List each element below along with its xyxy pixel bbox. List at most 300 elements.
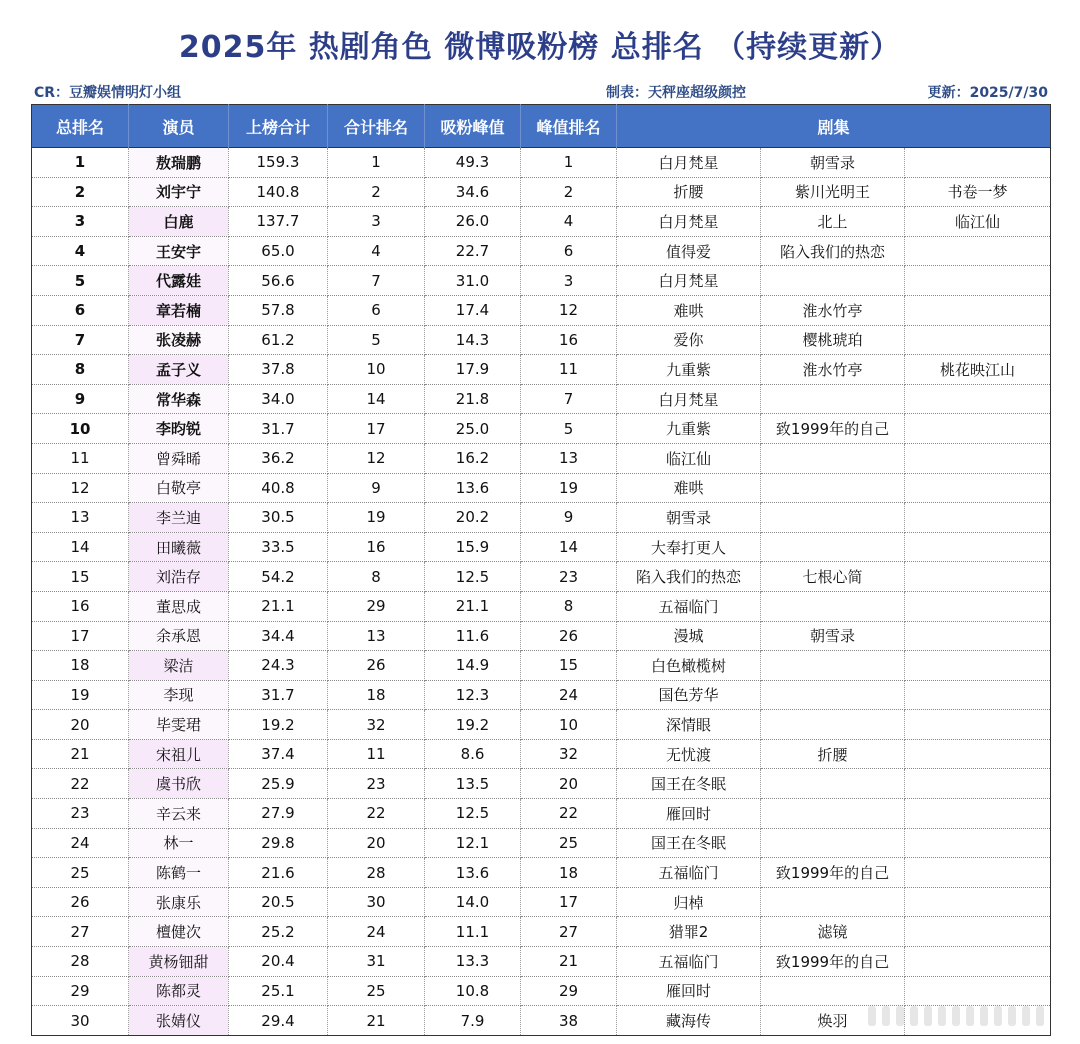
drama-1-cell: 九重紫 bbox=[617, 355, 761, 385]
table-row bbox=[32, 148, 1051, 178]
score-rank-cell: 14 bbox=[328, 384, 425, 414]
drama-1-cell: 朝雪录 bbox=[617, 503, 761, 533]
drama-1-cell: 五福临门 bbox=[617, 858, 761, 888]
table-row bbox=[32, 562, 1051, 592]
drama-2-cell: 朝雪录 bbox=[761, 621, 905, 651]
peak-cell: 12.5 bbox=[425, 799, 521, 829]
peak-rank-cell: 6 bbox=[521, 236, 617, 266]
peak-cell: 10.8 bbox=[425, 976, 521, 1006]
total-score-cell: 31.7 bbox=[229, 414, 328, 444]
drama-1-cell: 临江仙 bbox=[617, 443, 761, 473]
drama-1-cell: 九重紫 bbox=[617, 414, 761, 444]
table-row bbox=[32, 917, 1051, 947]
watermark-overlay bbox=[868, 1004, 1058, 1028]
score-rank-cell: 2 bbox=[328, 177, 425, 207]
actor-cell: 李兰迪 bbox=[129, 503, 229, 533]
drama-1-cell: 爱你 bbox=[617, 325, 761, 355]
rank-cell: 11 bbox=[32, 443, 129, 473]
score-rank-cell: 23 bbox=[328, 769, 425, 799]
credit-label: CR： bbox=[34, 85, 70, 101]
actor-cell: 白鹿 bbox=[129, 207, 229, 237]
drama-1-cell: 猎罪2 bbox=[617, 917, 761, 947]
peak-cell: 7.9 bbox=[425, 1006, 521, 1036]
rank-cell: 20 bbox=[32, 710, 129, 740]
score-rank-cell: 13 bbox=[328, 621, 425, 651]
drama-1-cell: 难哄 bbox=[617, 295, 761, 325]
credit-value: 豆瓣娱情明灯小组 bbox=[69, 85, 182, 101]
maker-value: 天秤座超级颜控 bbox=[648, 85, 746, 101]
total-score-cell: 33.5 bbox=[229, 532, 328, 562]
score-rank-cell: 4 bbox=[328, 236, 425, 266]
peak-rank-cell: 32 bbox=[521, 739, 617, 769]
rank-cell: 6 bbox=[32, 295, 129, 325]
peak-cell: 22.7 bbox=[425, 236, 521, 266]
actor-cell: 王安宇 bbox=[129, 236, 229, 266]
peak-cell: 14.3 bbox=[425, 325, 521, 355]
table-maker bbox=[606, 82, 746, 102]
total-score-cell: 30.5 bbox=[229, 503, 328, 533]
drama-1-cell: 白月梵星 bbox=[617, 148, 761, 178]
drama-1-cell: 五福临门 bbox=[617, 947, 761, 977]
rank-cell: 18 bbox=[32, 651, 129, 681]
drama-1-cell: 大奉打更人 bbox=[617, 532, 761, 562]
table-row bbox=[32, 266, 1051, 296]
total-score-cell: 20.4 bbox=[229, 947, 328, 977]
peak-cell: 14.0 bbox=[425, 887, 521, 917]
actor-cell: 陈鹤一 bbox=[129, 858, 229, 888]
total-score-cell: 31.7 bbox=[229, 680, 328, 710]
table-row bbox=[32, 355, 1051, 385]
peak-cell: 21.8 bbox=[425, 384, 521, 414]
drama-1-cell: 折腰 bbox=[617, 177, 761, 207]
header-peak-rank: 峰值排名 bbox=[521, 105, 617, 148]
drama-3-cell bbox=[905, 680, 1051, 710]
update-date bbox=[928, 82, 1048, 102]
peak-cell: 11.1 bbox=[425, 917, 521, 947]
drama-1-cell: 白月梵星 bbox=[617, 266, 761, 296]
drama-3-cell bbox=[905, 739, 1051, 769]
updated-label: 更新： bbox=[927, 85, 970, 101]
rank-cell: 27 bbox=[32, 917, 129, 947]
updated-value: 2025/7/30 bbox=[969, 85, 1048, 101]
table-row bbox=[32, 177, 1051, 207]
peak-rank-cell: 3 bbox=[521, 266, 617, 296]
drama-1-cell: 白月梵星 bbox=[617, 207, 761, 237]
actor-cell: 曾舜晞 bbox=[129, 443, 229, 473]
drama-3-cell bbox=[905, 591, 1051, 621]
peak-rank-cell: 8 bbox=[521, 591, 617, 621]
score-rank-cell: 31 bbox=[328, 947, 425, 977]
score-rank-cell: 7 bbox=[328, 266, 425, 296]
credit-source bbox=[34, 82, 181, 102]
actor-cell: 李现 bbox=[129, 680, 229, 710]
peak-rank-cell: 27 bbox=[521, 917, 617, 947]
drama-2-cell: 淮水竹亭 bbox=[761, 295, 905, 325]
drama-2-cell: 滤镜 bbox=[761, 917, 905, 947]
table-row bbox=[32, 473, 1051, 503]
peak-rank-cell: 22 bbox=[521, 799, 617, 829]
rank-cell: 29 bbox=[32, 976, 129, 1006]
rank-cell: 16 bbox=[32, 591, 129, 621]
total-score-cell: 56.6 bbox=[229, 266, 328, 296]
rank-cell: 15 bbox=[32, 562, 129, 592]
peak-rank-cell: 18 bbox=[521, 858, 617, 888]
total-score-cell: 140.8 bbox=[229, 177, 328, 207]
peak-rank-cell: 7 bbox=[521, 384, 617, 414]
drama-2-cell bbox=[761, 473, 905, 503]
total-score-cell: 54.2 bbox=[229, 562, 328, 592]
drama-3-cell bbox=[905, 473, 1051, 503]
actor-cell: 宋祖儿 bbox=[129, 739, 229, 769]
drama-2-cell bbox=[761, 591, 905, 621]
rank-cell: 13 bbox=[32, 503, 129, 533]
score-rank-cell: 21 bbox=[328, 1006, 425, 1036]
total-score-cell: 29.4 bbox=[229, 1006, 328, 1036]
peak-cell: 12.1 bbox=[425, 828, 521, 858]
drama-2-cell: 折腰 bbox=[761, 739, 905, 769]
peak-cell: 17.9 bbox=[425, 355, 521, 385]
rank-cell: 10 bbox=[32, 414, 129, 444]
peak-rank-cell: 9 bbox=[521, 503, 617, 533]
peak-cell: 19.2 bbox=[425, 710, 521, 740]
drama-2-cell bbox=[761, 443, 905, 473]
drama-1-cell: 漫城 bbox=[617, 621, 761, 651]
total-score-cell: 37.8 bbox=[229, 355, 328, 385]
score-rank-cell: 26 bbox=[328, 651, 425, 681]
actor-cell: 林一 bbox=[129, 828, 229, 858]
peak-cell: 31.0 bbox=[425, 266, 521, 296]
drama-2-cell: 陷入我们的热恋 bbox=[761, 236, 905, 266]
actor-cell: 毕雯珺 bbox=[129, 710, 229, 740]
drama-3-cell bbox=[905, 976, 1051, 1006]
total-score-cell: 57.8 bbox=[229, 295, 328, 325]
peak-cell: 25.0 bbox=[425, 414, 521, 444]
score-rank-cell: 16 bbox=[328, 532, 425, 562]
drama-1-cell: 国色芳华 bbox=[617, 680, 761, 710]
peak-rank-cell: 24 bbox=[521, 680, 617, 710]
score-rank-cell: 28 bbox=[328, 858, 425, 888]
table-row bbox=[32, 739, 1051, 769]
peak-cell: 16.2 bbox=[425, 443, 521, 473]
total-score-cell: 61.2 bbox=[229, 325, 328, 355]
rank-cell: 19 bbox=[32, 680, 129, 710]
table-row bbox=[32, 503, 1051, 533]
peak-cell: 8.6 bbox=[425, 739, 521, 769]
drama-1-cell: 国王在冬眠 bbox=[617, 769, 761, 799]
table-row bbox=[32, 769, 1051, 799]
peak-rank-cell: 15 bbox=[521, 651, 617, 681]
drama-3-cell bbox=[905, 887, 1051, 917]
drama-3-cell bbox=[905, 384, 1051, 414]
rank-cell: 7 bbox=[32, 325, 129, 355]
actor-cell: 张婧仪 bbox=[129, 1006, 229, 1036]
table-row bbox=[32, 325, 1051, 355]
maker-label: 制表： bbox=[606, 85, 648, 101]
score-rank-cell: 22 bbox=[328, 799, 425, 829]
rank-cell: 8 bbox=[32, 355, 129, 385]
peak-cell: 17.4 bbox=[425, 295, 521, 325]
table-row bbox=[32, 976, 1051, 1006]
actor-cell: 田曦薇 bbox=[129, 532, 229, 562]
drama-3-cell bbox=[905, 532, 1051, 562]
header-score-rank: 合计排名 bbox=[328, 105, 425, 148]
table-row bbox=[32, 532, 1051, 562]
total-score-cell: 25.2 bbox=[229, 917, 328, 947]
total-score-cell: 20.5 bbox=[229, 887, 328, 917]
total-score-cell: 40.8 bbox=[229, 473, 328, 503]
drama-1-cell: 难哄 bbox=[617, 473, 761, 503]
peak-rank-cell: 5 bbox=[521, 414, 617, 444]
drama-3-cell: 书卷一梦 bbox=[905, 177, 1051, 207]
rank-cell: 4 bbox=[32, 236, 129, 266]
drama-2-cell: 致1999年的自己 bbox=[761, 858, 905, 888]
score-rank-cell: 1 bbox=[328, 148, 425, 178]
score-rank-cell: 12 bbox=[328, 443, 425, 473]
score-rank-cell: 29 bbox=[328, 591, 425, 621]
total-score-cell: 34.0 bbox=[229, 384, 328, 414]
rank-cell: 1 bbox=[32, 148, 129, 178]
actor-cell: 代露娃 bbox=[129, 266, 229, 296]
table-row bbox=[32, 947, 1051, 977]
rank-cell: 23 bbox=[32, 799, 129, 829]
drama-1-cell: 归棹 bbox=[617, 887, 761, 917]
actor-cell: 辛云来 bbox=[129, 799, 229, 829]
ranking-table bbox=[31, 104, 1051, 1036]
drama-1-cell: 藏海传 bbox=[617, 1006, 761, 1036]
drama-3-cell bbox=[905, 917, 1051, 947]
drama-3-cell bbox=[905, 858, 1051, 888]
peak-rank-cell: 2 bbox=[521, 177, 617, 207]
table-row bbox=[32, 414, 1051, 444]
total-score-cell: 29.8 bbox=[229, 828, 328, 858]
actor-cell: 张康乐 bbox=[129, 887, 229, 917]
table-row bbox=[32, 295, 1051, 325]
actor-cell: 刘浩存 bbox=[129, 562, 229, 592]
actor-cell: 常华森 bbox=[129, 384, 229, 414]
drama-1-cell: 雁回时 bbox=[617, 799, 761, 829]
peak-cell: 26.0 bbox=[425, 207, 521, 237]
actor-cell: 敖瑞鹏 bbox=[129, 148, 229, 178]
peak-rank-cell: 21 bbox=[521, 947, 617, 977]
rank-cell: 12 bbox=[32, 473, 129, 503]
drama-1-cell: 五福临门 bbox=[617, 591, 761, 621]
drama-2-cell: 致1999年的自己 bbox=[761, 947, 905, 977]
peak-rank-cell: 4 bbox=[521, 207, 617, 237]
table-row bbox=[32, 887, 1051, 917]
peak-cell: 20.2 bbox=[425, 503, 521, 533]
peak-cell: 13.5 bbox=[425, 769, 521, 799]
drama-2-cell: 焕羽 bbox=[761, 1006, 905, 1036]
drama-2-cell bbox=[761, 680, 905, 710]
total-score-cell: 65.0 bbox=[229, 236, 328, 266]
drama-3-cell bbox=[905, 710, 1051, 740]
drama-3-cell bbox=[905, 621, 1051, 651]
header-actor: 演员 bbox=[129, 105, 229, 148]
actor-cell: 梁洁 bbox=[129, 651, 229, 681]
rank-cell: 21 bbox=[32, 739, 129, 769]
actor-cell: 刘宇宁 bbox=[129, 177, 229, 207]
drama-2-cell bbox=[761, 799, 905, 829]
drama-3-cell bbox=[905, 414, 1051, 444]
drama-2-cell: 淮水竹亭 bbox=[761, 355, 905, 385]
drama-1-cell: 值得爱 bbox=[617, 236, 761, 266]
peak-cell: 11.6 bbox=[425, 621, 521, 651]
actor-cell: 董思成 bbox=[129, 591, 229, 621]
table-row bbox=[32, 443, 1051, 473]
peak-rank-cell: 26 bbox=[521, 621, 617, 651]
rank-cell: 28 bbox=[32, 947, 129, 977]
table-row bbox=[32, 858, 1051, 888]
table-row bbox=[32, 828, 1051, 858]
drama-3-cell bbox=[905, 828, 1051, 858]
rank-cell: 26 bbox=[32, 887, 129, 917]
rank-cell: 14 bbox=[32, 532, 129, 562]
drama-2-cell bbox=[761, 710, 905, 740]
score-rank-cell: 5 bbox=[328, 325, 425, 355]
peak-cell: 21.1 bbox=[425, 591, 521, 621]
peak-rank-cell: 23 bbox=[521, 562, 617, 592]
actor-cell: 陈都灵 bbox=[129, 976, 229, 1006]
peak-cell: 14.9 bbox=[425, 651, 521, 681]
drama-3-cell bbox=[905, 562, 1051, 592]
drama-3-cell bbox=[905, 443, 1051, 473]
rank-cell: 9 bbox=[32, 384, 129, 414]
table-row bbox=[32, 621, 1051, 651]
drama-2-cell bbox=[761, 266, 905, 296]
peak-cell: 13.3 bbox=[425, 947, 521, 977]
drama-1-cell: 陷入我们的热恋 bbox=[617, 562, 761, 592]
drama-3-cell bbox=[905, 295, 1051, 325]
total-score-cell: 37.4 bbox=[229, 739, 328, 769]
drama-3-cell bbox=[905, 325, 1051, 355]
rank-cell: 3 bbox=[32, 207, 129, 237]
drama-3-cell: 桃花映江山 bbox=[905, 355, 1051, 385]
total-score-cell: 25.1 bbox=[229, 976, 328, 1006]
peak-cell: 12.3 bbox=[425, 680, 521, 710]
actor-cell: 白敬亭 bbox=[129, 473, 229, 503]
table-row bbox=[32, 651, 1051, 681]
drama-2-cell: 朝雪录 bbox=[761, 148, 905, 178]
page-title: 2025年 热剧角色 微博吸粉榜 总排名 （持续更新） bbox=[178, 30, 902, 65]
drama-2-cell: 北上 bbox=[761, 207, 905, 237]
peak-cell: 49.3 bbox=[425, 148, 521, 178]
drama-2-cell bbox=[761, 769, 905, 799]
rank-cell: 24 bbox=[32, 828, 129, 858]
peak-rank-cell: 11 bbox=[521, 355, 617, 385]
score-rank-cell: 8 bbox=[328, 562, 425, 592]
total-score-cell: 25.9 bbox=[229, 769, 328, 799]
table-header-row bbox=[32, 105, 1051, 148]
rank-cell: 22 bbox=[32, 769, 129, 799]
score-rank-cell: 18 bbox=[328, 680, 425, 710]
drama-2-cell: 致1999年的自己 bbox=[761, 414, 905, 444]
peak-rank-cell: 20 bbox=[521, 769, 617, 799]
score-rank-cell: 6 bbox=[328, 295, 425, 325]
peak-cell: 34.6 bbox=[425, 177, 521, 207]
peak-cell: 13.6 bbox=[425, 858, 521, 888]
drama-1-cell: 白月梵星 bbox=[617, 384, 761, 414]
peak-rank-cell: 19 bbox=[521, 473, 617, 503]
score-rank-cell: 17 bbox=[328, 414, 425, 444]
table-row bbox=[32, 710, 1051, 740]
actor-cell: 檀健次 bbox=[129, 917, 229, 947]
total-score-cell: 21.6 bbox=[229, 858, 328, 888]
drama-3-cell bbox=[905, 769, 1051, 799]
actor-cell: 余承恩 bbox=[129, 621, 229, 651]
drama-1-cell: 无忧渡 bbox=[617, 739, 761, 769]
drama-2-cell bbox=[761, 828, 905, 858]
drama-3-cell bbox=[905, 947, 1051, 977]
peak-cell: 15.9 bbox=[425, 532, 521, 562]
drama-3-cell: 临江仙 bbox=[905, 207, 1051, 237]
peak-rank-cell: 12 bbox=[521, 295, 617, 325]
drama-2-cell bbox=[761, 384, 905, 414]
drama-2-cell: 七根心简 bbox=[761, 562, 905, 592]
score-rank-cell: 3 bbox=[328, 207, 425, 237]
drama-3-cell bbox=[905, 503, 1051, 533]
peak-rank-cell: 1 bbox=[521, 148, 617, 178]
score-rank-cell: 10 bbox=[328, 355, 425, 385]
actor-cell: 张凌赫 bbox=[129, 325, 229, 355]
score-rank-cell: 11 bbox=[328, 739, 425, 769]
total-score-cell: 159.3 bbox=[229, 148, 328, 178]
actor-cell: 黄杨钿甜 bbox=[129, 947, 229, 977]
score-rank-cell: 20 bbox=[328, 828, 425, 858]
drama-3-cell bbox=[905, 148, 1051, 178]
table-row bbox=[32, 680, 1051, 710]
table-row bbox=[32, 591, 1051, 621]
rank-cell: 5 bbox=[32, 266, 129, 296]
rank-cell: 2 bbox=[32, 177, 129, 207]
drama-2-cell bbox=[761, 976, 905, 1006]
score-rank-cell: 19 bbox=[328, 503, 425, 533]
drama-3-cell bbox=[905, 651, 1051, 681]
drama-2-cell bbox=[761, 532, 905, 562]
actor-cell: 章若楠 bbox=[129, 295, 229, 325]
total-score-cell: 137.7 bbox=[229, 207, 328, 237]
total-score-cell: 24.3 bbox=[229, 651, 328, 681]
total-score-cell: 21.1 bbox=[229, 591, 328, 621]
table-row bbox=[32, 799, 1051, 829]
peak-rank-cell: 29 bbox=[521, 976, 617, 1006]
total-score-cell: 36.2 bbox=[229, 443, 328, 473]
actor-cell: 虞书欣 bbox=[129, 769, 229, 799]
drama-2-cell bbox=[761, 651, 905, 681]
score-rank-cell: 30 bbox=[328, 887, 425, 917]
drama-1-cell: 白色橄榄树 bbox=[617, 651, 761, 681]
table-row bbox=[32, 207, 1051, 237]
actor-cell: 孟子义 bbox=[129, 355, 229, 385]
header-total-score: 上榜合计 bbox=[229, 105, 328, 148]
rank-cell: 30 bbox=[32, 1006, 129, 1036]
drama-3-cell bbox=[905, 236, 1051, 266]
drama-1-cell: 国王在冬眠 bbox=[617, 828, 761, 858]
score-rank-cell: 32 bbox=[328, 710, 425, 740]
score-rank-cell: 9 bbox=[328, 473, 425, 503]
peak-cell: 13.6 bbox=[425, 473, 521, 503]
drama-3-cell bbox=[905, 799, 1051, 829]
drama-2-cell bbox=[761, 887, 905, 917]
peak-rank-cell: 10 bbox=[521, 710, 617, 740]
peak-rank-cell: 38 bbox=[521, 1006, 617, 1036]
header-dramas: 剧集 bbox=[617, 105, 1051, 148]
drama-1-cell: 深情眼 bbox=[617, 710, 761, 740]
peak-rank-cell: 13 bbox=[521, 443, 617, 473]
actor-cell: 李昀锐 bbox=[129, 414, 229, 444]
rank-cell: 25 bbox=[32, 858, 129, 888]
drama-2-cell: 樱桃琥珀 bbox=[761, 325, 905, 355]
table-row bbox=[32, 384, 1051, 414]
